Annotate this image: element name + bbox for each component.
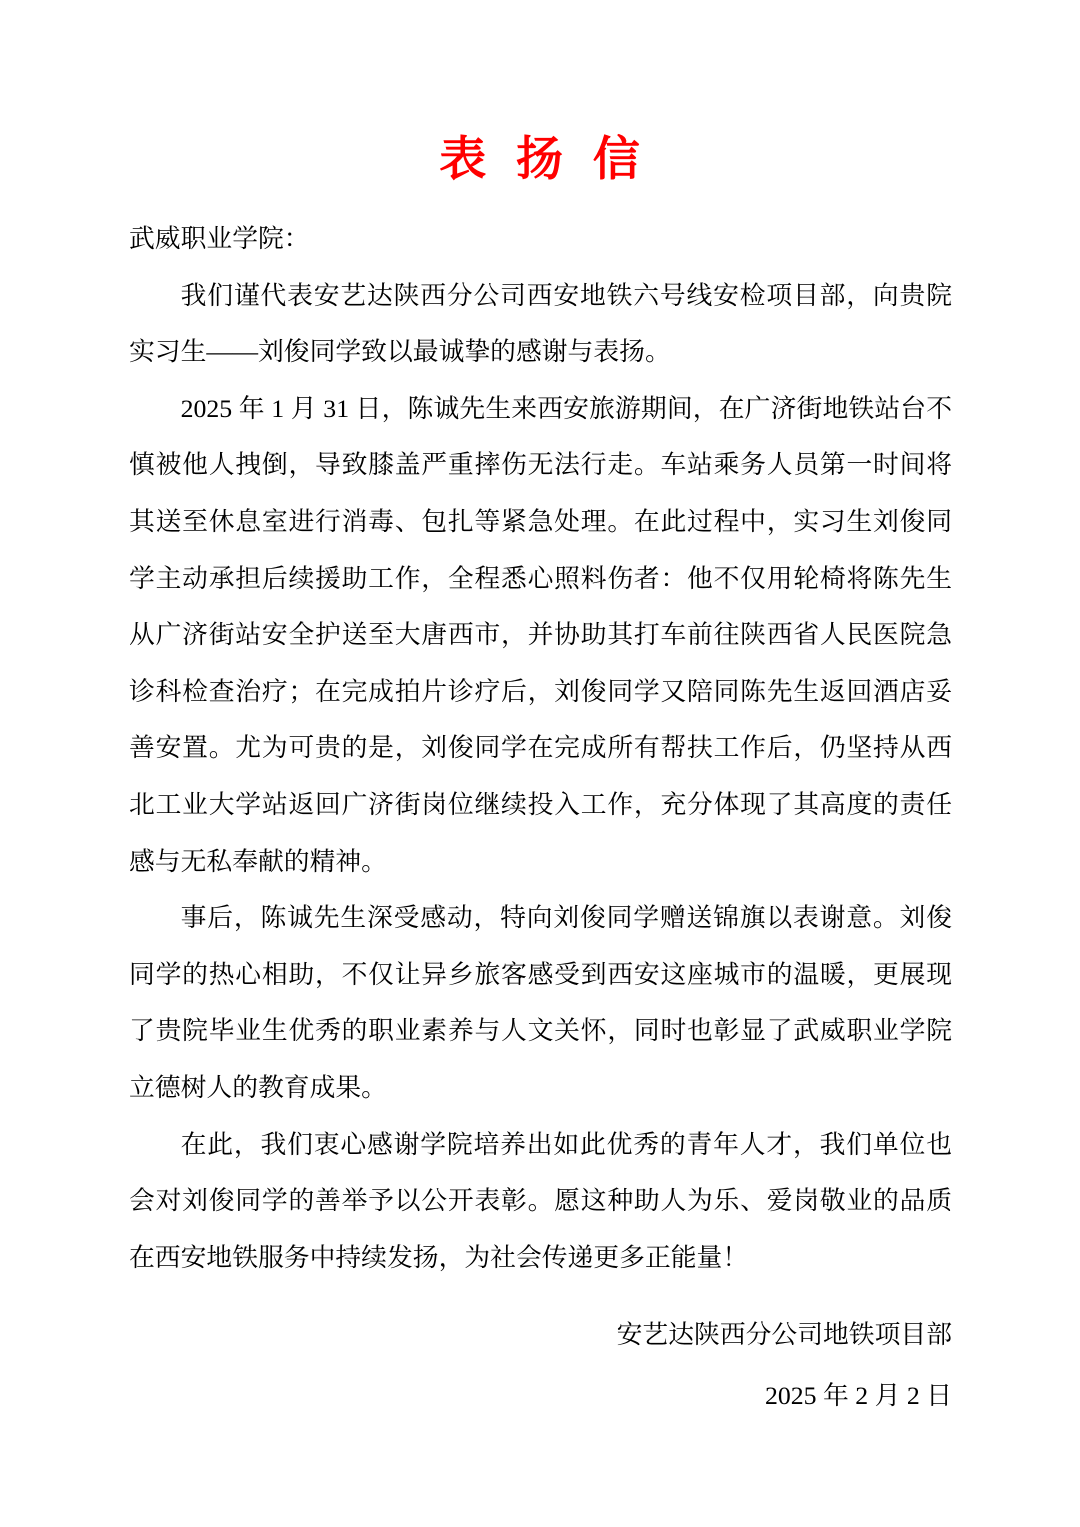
letter-title: 表 扬 信 [439,134,642,186]
salutation: 武威职业学院： [129,224,310,253]
paragraph-gratitude: 事后，陈诚先生深受感动，特向刘俊同学赠送锦旗以表谢意。刘俊同学的热心相助，不仅让异乡旅客感受到西安这座城市的温暖，更展现了贵院毕业生优秀的职业素养与人文关怀，同时也彰显了武威职业学院立德树人的教育成果。 [129,903,952,1102]
signature-line: 安艺达陕西分公司地铁项目部 [616,1320,952,1350]
letter-content [129,0,952,1424]
paragraph-intro: 我们谨代表安艺达陕西分公司西安地铁六号线安检项目部，向贵院实习生——刘俊同学致以最诚挚的感谢与表扬。 [129,280,952,367]
paragraph-incident: 2025 年 1 月 31 日，陈诚先生来西安旅游期间，在广济街地铁站台不慎被他人拽倒，导致膝盖严重摔伤无法行走。车站乘务人员第一时间将其送至休息室进行消毒、包扎等紧急处理。在此过程中，实习生刘俊同学主动承担后续援助工作，全程悉心照料伤者：他不仅用轮椅将陈先生从广济街站安全护送至大唐西市，并协助其打车前往陕西省人民医院急诊科检查治疗；在完成拍片诊疗后，刘俊同学又陪同陈先生返回酒店妥善安置。尤为可贵的是，刘俊同学在完成所有帮扶工作后，仍坚持从西北工业大学站返回广济街岗位继续投入工作，充分体现了其高度的责任感与无私奉献的精神。 [129,393,952,876]
date-line: 2025 年 2 月 2 日 [764,1380,952,1410]
letter-body [129,211,952,1424]
paragraph-closing: 在此，我们衷心感谢学院培养出如此优秀的青年人才，我们单位也会对刘俊同学的善举予以公开表彰。愿这种助人为乐、爱岗敬业的品质在西安地铁服务中持续发扬，为社会传递更多正能量！ [129,1129,952,1272]
